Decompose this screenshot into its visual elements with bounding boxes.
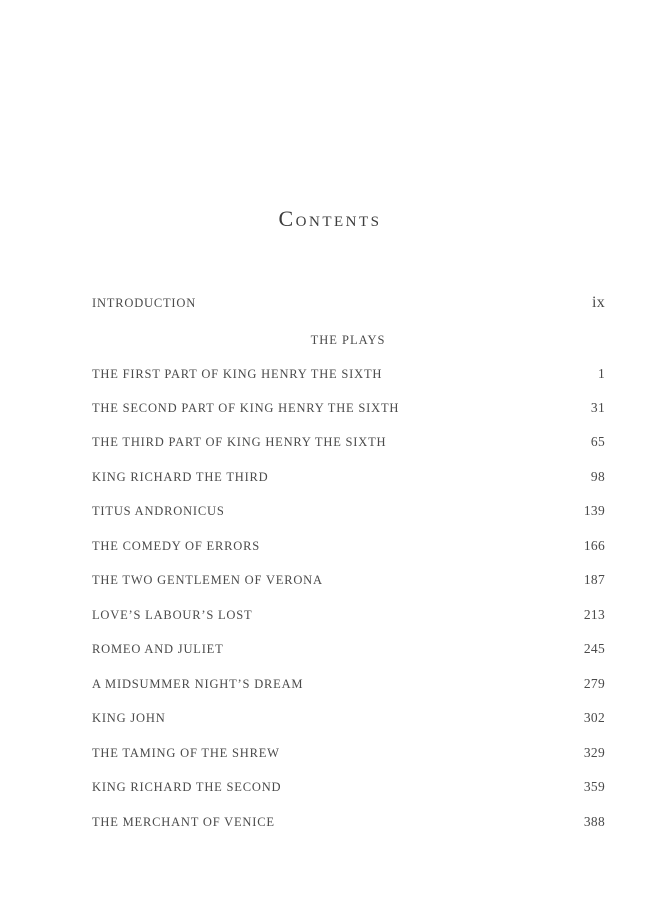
toc-entry: [92, 745, 605, 767]
toc-entry-label: THE TWO GENTLEMEN OF VERONA: [92, 573, 323, 587]
toc-entry: [92, 434, 605, 456]
toc-entry-introduction: [92, 294, 605, 316]
toc-entry-label: THE FIRST PART OF KING HENRY THE SIXTH: [92, 367, 383, 381]
toc-entry: [92, 538, 605, 560]
toc-entry-label: ROMEO AND JULIET: [92, 642, 224, 656]
toc-entry: [92, 641, 605, 663]
toc-entry-label: TITUS ANDRONICUS: [92, 504, 225, 518]
toc-entry-label: THE MERCHANT OF VENICE: [92, 815, 275, 829]
toc-entry-page: 166: [583, 538, 605, 553]
toc-entry-label: KING RICHARD THE SECOND: [92, 780, 282, 794]
toc-entry: [92, 676, 605, 698]
toc-entry-label: INTRODUCTION: [92, 296, 197, 310]
toc-entry: [92, 710, 605, 732]
toc-entry-label: KING JOHN: [92, 711, 166, 725]
toc-entry: [92, 607, 605, 629]
toc-entry-label: THE THIRD PART OF KING HENRY THE SIXTH: [92, 435, 387, 449]
toc-entry-page: 279: [583, 676, 605, 691]
toc-entry-page: 187: [583, 572, 605, 587]
toc-entry-page: 245: [583, 641, 605, 656]
toc-entry: [92, 572, 605, 594]
toc-entry-label: THE SECOND PART OF KING HENRY THE SIXTH: [92, 401, 400, 415]
toc-entry-label: THE COMEDY OF ERRORS: [92, 539, 260, 553]
toc-entry-page: 359: [583, 779, 605, 794]
toc-entry-label: A MIDSUMMER NIGHT’S DREAM: [92, 677, 304, 691]
toc-entry-page: 302: [583, 710, 605, 725]
toc-entry: [92, 366, 605, 388]
toc-entry: [92, 400, 605, 422]
toc-entry-page: 213: [583, 607, 605, 622]
toc-entry-page: 388: [583, 814, 605, 829]
toc-entry: [92, 503, 605, 525]
page-title: Contents: [278, 206, 382, 231]
toc-entry-page: 98: [590, 469, 605, 484]
toc-entry-page: ix: [591, 294, 605, 311]
toc-entry: [92, 779, 605, 801]
toc-entry-label: KING RICHARD THE THIRD: [92, 470, 269, 484]
toc-entry: [92, 814, 605, 836]
section-heading: THE PLAYS: [310, 333, 386, 347]
toc-entry-label: THE TAMING OF THE SHREW: [92, 746, 280, 760]
toc-entry-page: 65: [590, 434, 605, 449]
toc-entry-page: 139: [583, 503, 605, 518]
toc-entry-page: 1: [597, 366, 605, 381]
toc-entry-page: 31: [590, 400, 605, 415]
toc-entry-page: 329: [583, 745, 605, 760]
toc-entry-label: LOVE’S LABOUR’S LOST: [92, 608, 253, 622]
toc-entry: [92, 469, 605, 491]
